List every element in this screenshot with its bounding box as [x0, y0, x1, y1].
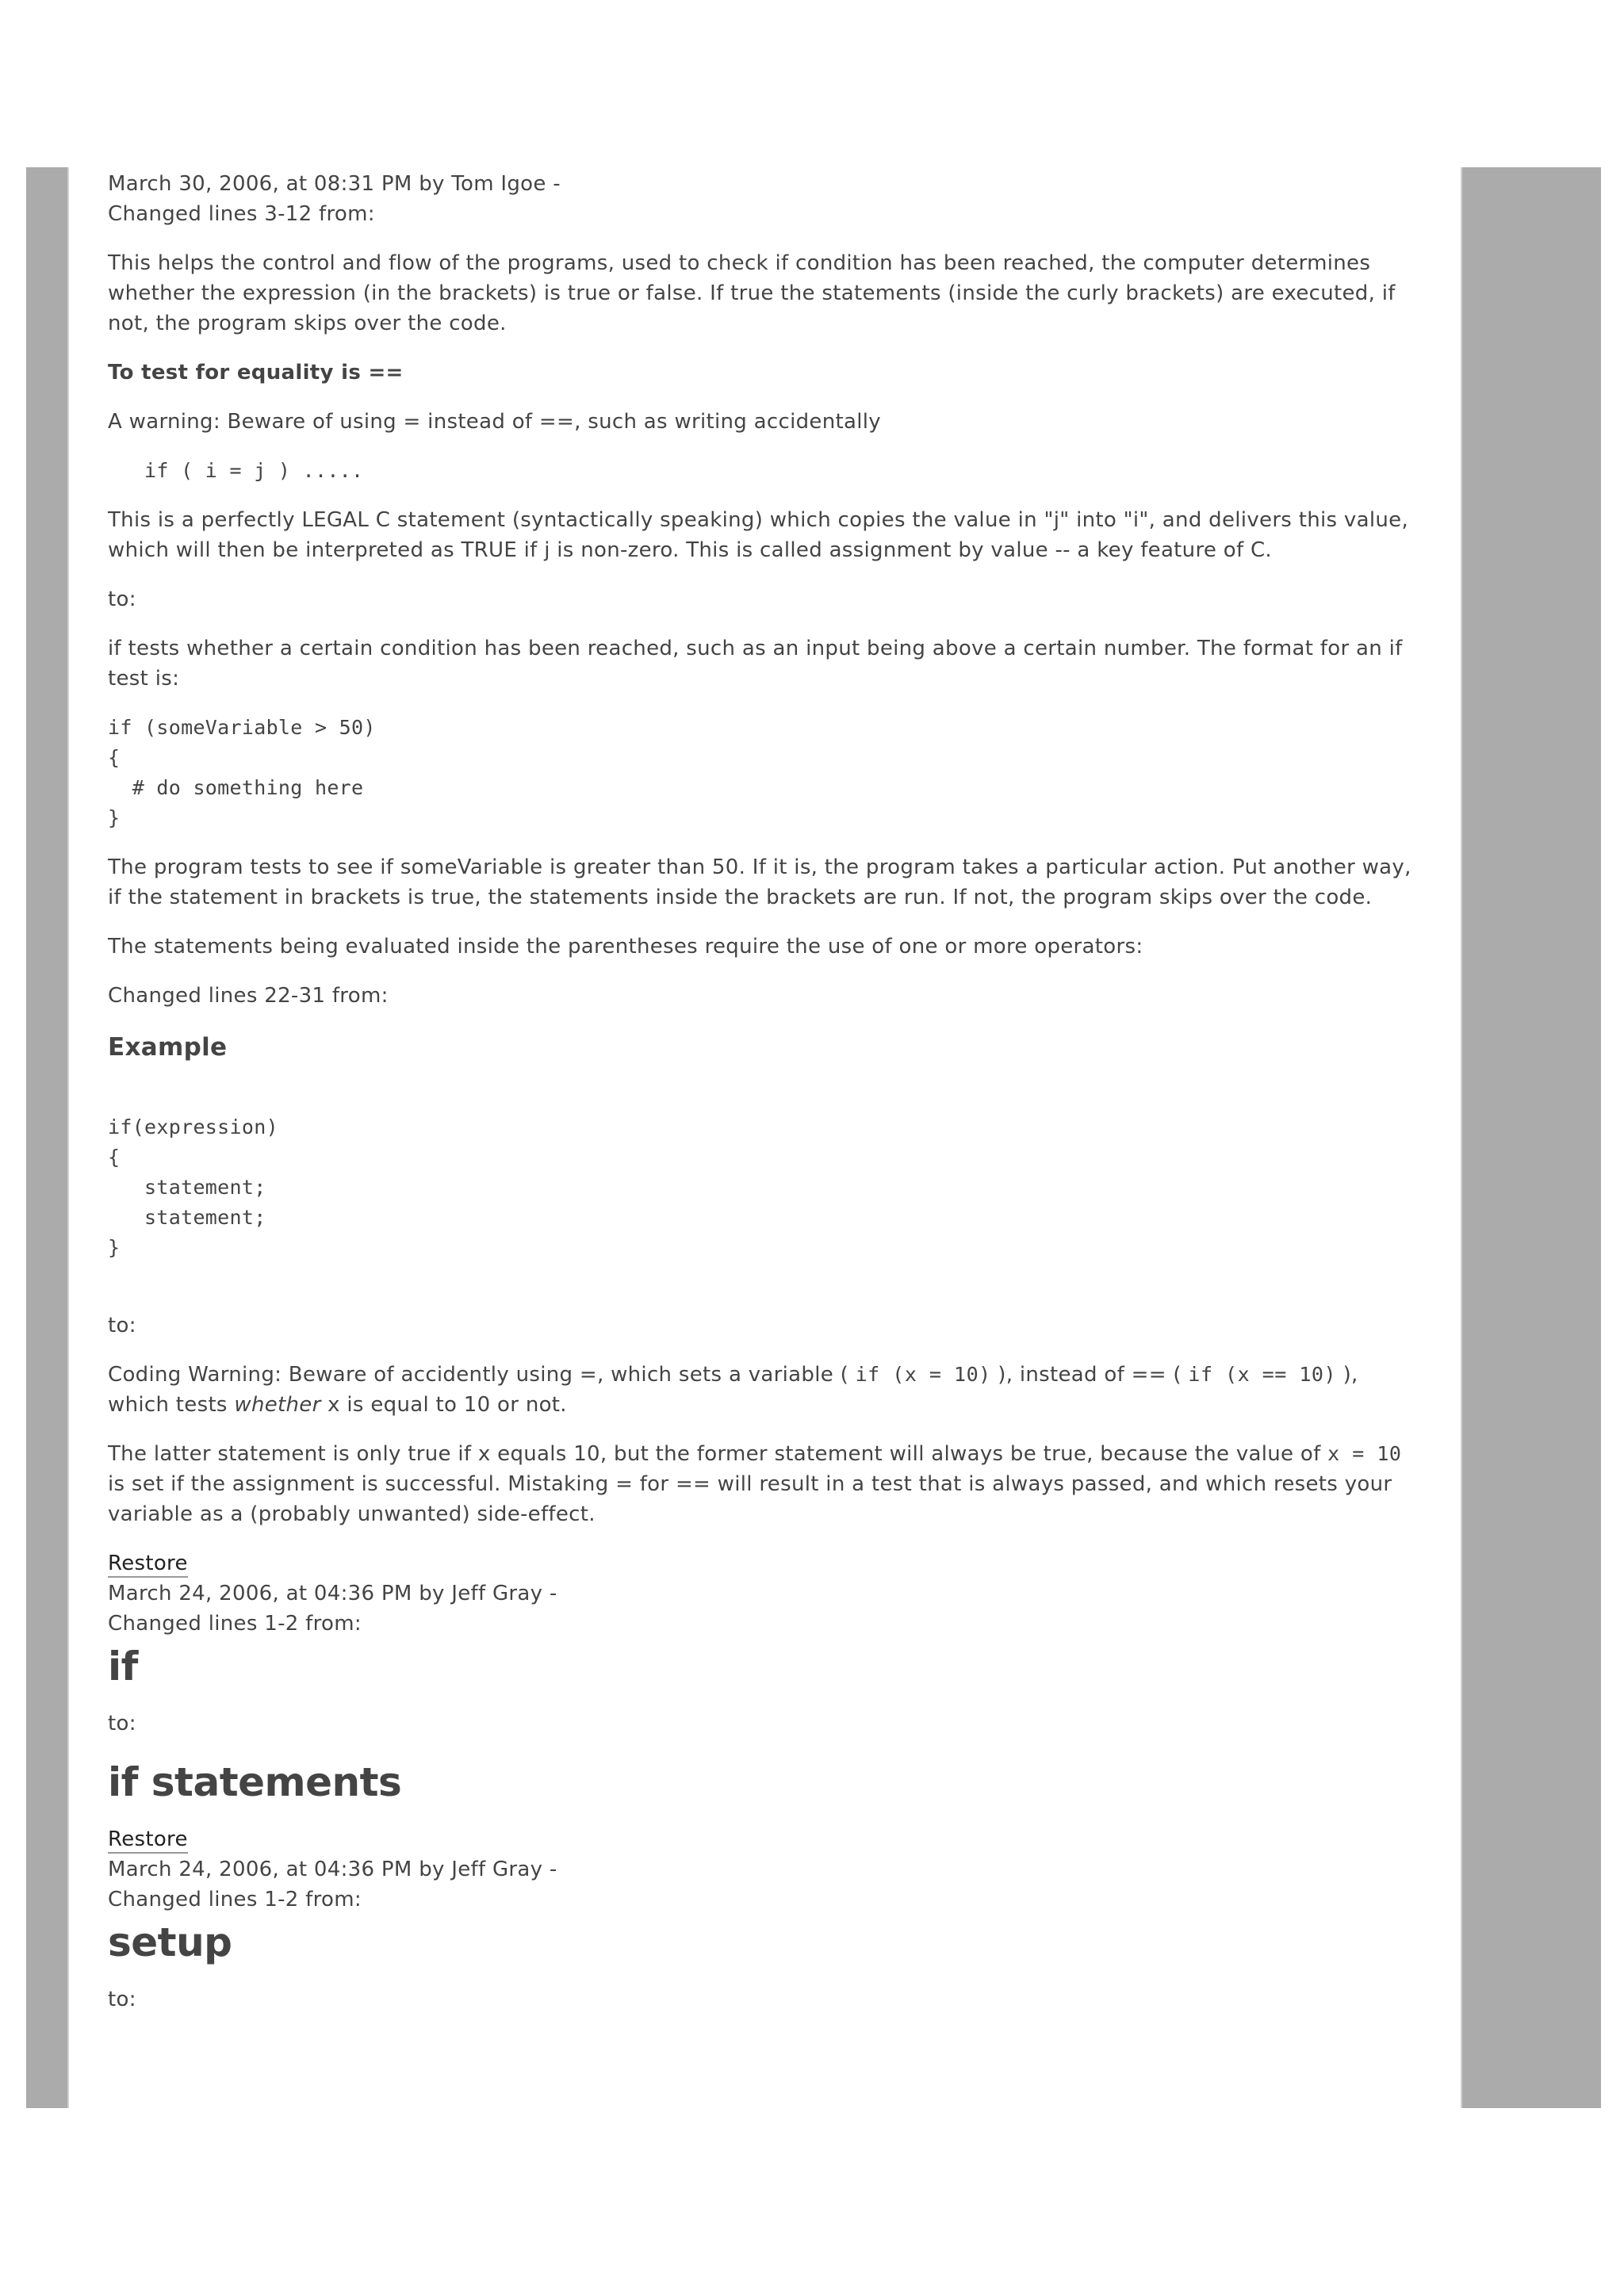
warning-paragraph: A warning: Beware of using = instead of ==, such as writing accidentally [108, 410, 881, 434]
code-block: if (someVariable > 50) { # do something here } [108, 716, 376, 829]
history-content [108, 169, 1424, 2034]
assignment-paragraph: This is a perfectly LEGAL C statement (syntactically speaking) which copies the value in "j" into "i", and delivers this value, which will then be interpreted as TRUE if j is non-zero. This is called assignment by value -- a key feature of C. [108, 508, 1409, 562]
inline-code: x = 10 [1327, 1442, 1402, 1465]
text-segment: ), which tests [108, 1363, 1358, 1417]
inline-code: if (x == 10) [1188, 1363, 1337, 1386]
revision-meta: March 24, 2006, at 04:36 PM by Jeff Gray - [108, 1582, 557, 1605]
emphasis: whether [234, 1393, 321, 1417]
example-heading: Example [108, 1033, 228, 1062]
text-segment: x is equal to 10 or not. [327, 1393, 567, 1417]
to-label: to: [108, 1712, 136, 1735]
equality-note: To test for equality is == [108, 361, 404, 385]
code-block: if ( i = j ) ..... [108, 459, 364, 482]
restore-link[interactable]: Restore [108, 1551, 188, 1578]
text-segment: Coding Warning: Beware of accidently using =, which sets a variable ( [108, 1363, 849, 1387]
to-label: to: [108, 1988, 136, 2011]
to-label: to: [108, 587, 136, 611]
explanation-paragraph: The program tests to see if someVariable is greater than 50. If it is, the program takes a particular action. Put another way, if the statement in brackets is true, the statements inside the brackets are run. If not, the program skips over the code. [108, 855, 1411, 909]
latter-statement-paragraph [108, 1439, 1424, 1529]
changed-lines-label: Changed lines 3-12 from: [108, 202, 375, 226]
text-segment: The latter statement is only true if x equals 10, but the former statement will always be true, because the value of [108, 1442, 1321, 1466]
changed-lines-label: Changed lines 1-2 from: [108, 1888, 362, 1911]
text-segment: is set if the assignment is successful. Mistaking = for == will result in a test that is always passed, and which resets your variable as a (probably unwanted) side-effect. [108, 1472, 1392, 1526]
inline-code: if (x = 10) [855, 1363, 991, 1386]
operators-paragraph: The statements being evaluated inside the parentheses require the use of one or more operators: [108, 935, 1143, 959]
from-heading: setup [108, 1919, 232, 1965]
code-block: if(expression) { statement; statement; } [108, 1115, 278, 1259]
changed-lines-label: Changed lines 1-2 from: [108, 1612, 362, 1636]
restore-link[interactable]: Restore [108, 1827, 188, 1854]
to-label: to: [108, 1314, 136, 1337]
revision-meta: March 30, 2006, at 08:31 PM by Tom Igoe - [108, 172, 561, 196]
text-segment: ), instead of == ( [998, 1363, 1182, 1387]
coding-warning-paragraph [108, 1360, 1424, 1420]
revision-meta: March 24, 2006, at 04:36 PM by Jeff Gray - [108, 1858, 557, 1881]
changed-lines-label: Changed lines 22-31 from: [108, 984, 389, 1008]
to-heading: if statements [108, 1759, 402, 1805]
from-heading: if [108, 1644, 138, 1689]
to-paragraph: if tests whether a certain condition has been reached, such as an input being above a certain number. The format for an if test is: [108, 637, 1403, 691]
from-paragraph: This helps the control and flow of the programs, used to check if condition has been reached, the computer determines whether the expression (in the brackets) is true or false. If true the statements (inside the curly brackets) are executed, if not, the program skips over the code. [108, 251, 1396, 335]
